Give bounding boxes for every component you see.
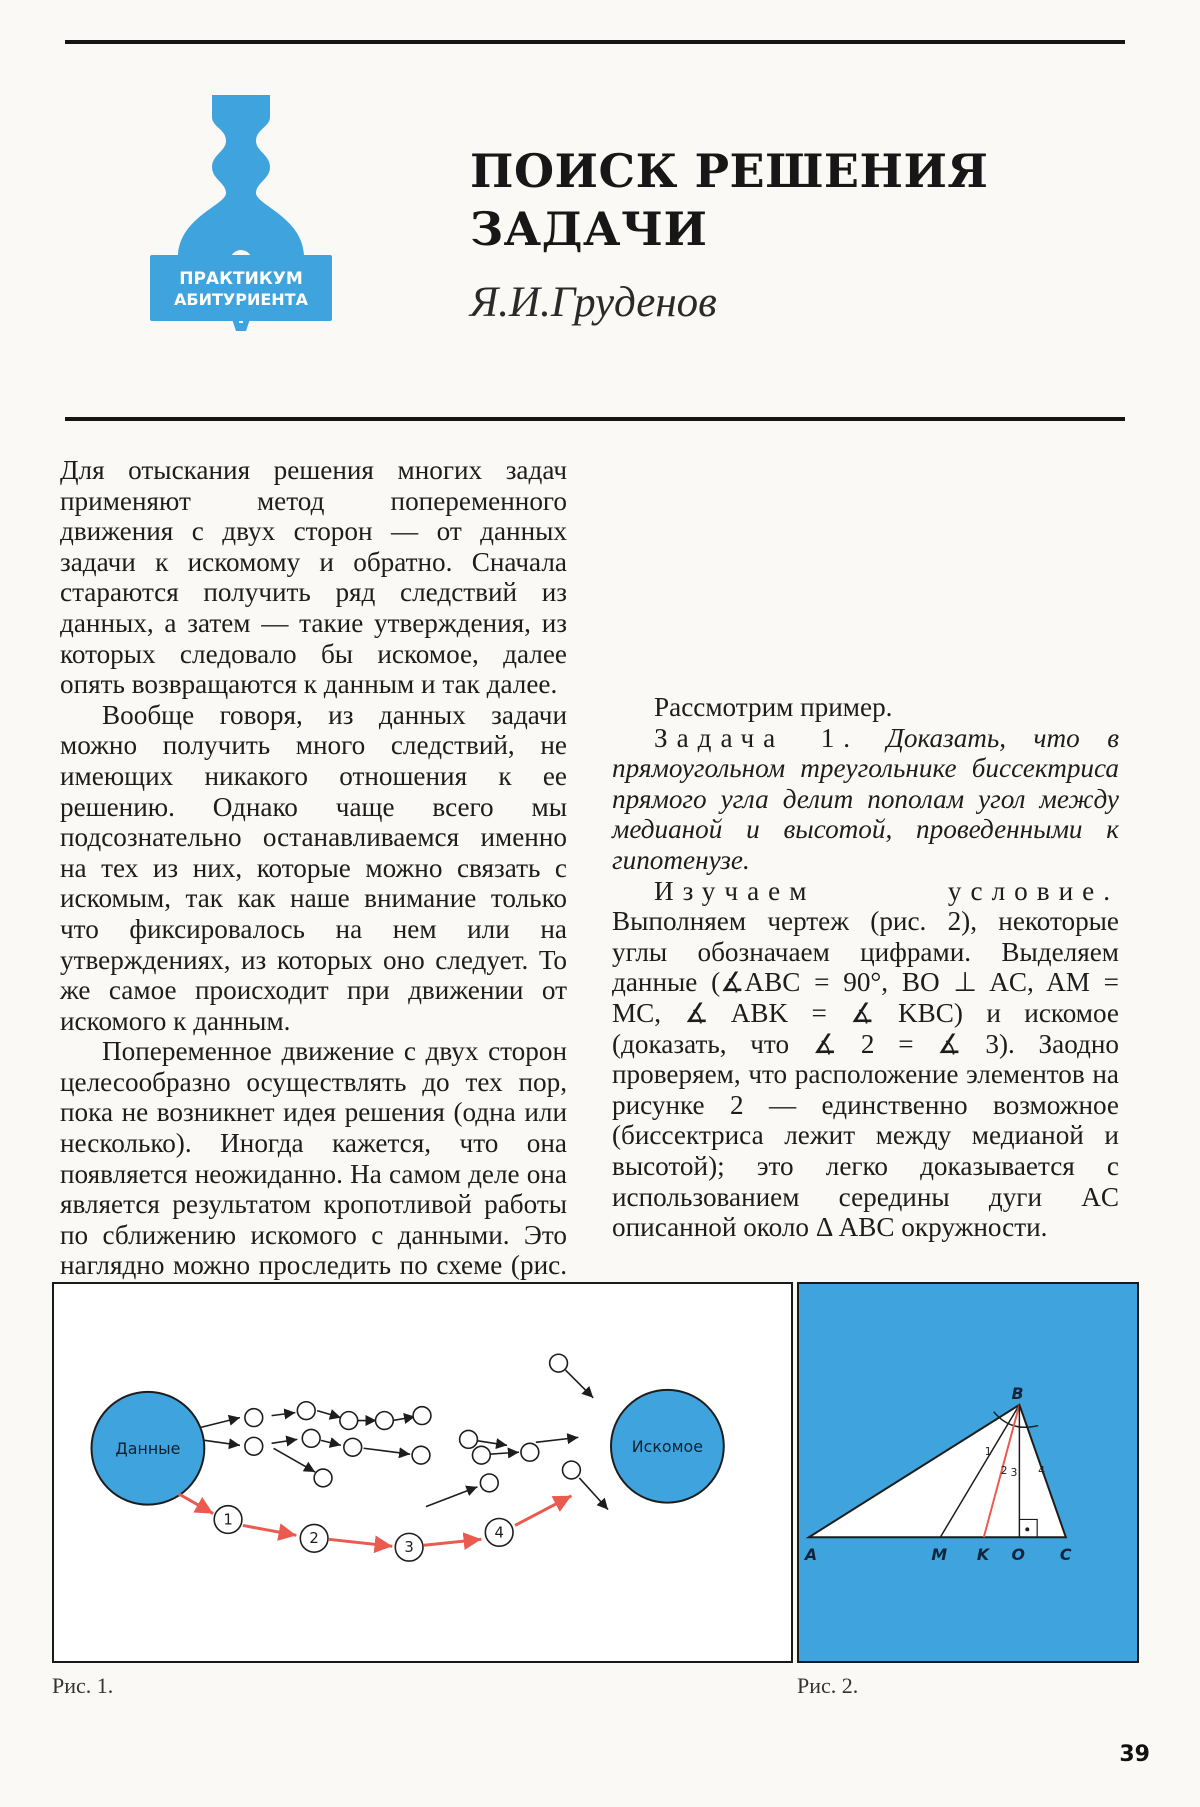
angle-label-1: 1 <box>984 1445 992 1459</box>
header-bottom-rule <box>65 417 1125 421</box>
figure-2-triangle <box>797 1282 1139 1663</box>
logo-line1: ПРАКТИКУМ <box>179 269 303 289</box>
problem-statement: Доказать, что в прямоугольном треугольнике биссектриса прямого угла делит пополам угол между медианой и высотой, проведенными к гипотенузе. <box>612 722 1120 875</box>
vertex-k: K <box>976 1544 990 1564</box>
goal-node-label: Искомое <box>631 1437 703 1457</box>
text-column-right <box>612 692 1119 1243</box>
practicum-logo <box>150 95 332 375</box>
problem-label: Задача 1. <box>654 722 860 753</box>
step-label-4: 4 <box>494 1524 504 1542</box>
step-label: Изучаем условие. <box>654 875 1119 906</box>
step-label-1: 1 <box>223 1511 233 1529</box>
figure-1-caption: Рис. 1. <box>52 1673 114 1698</box>
text-column-left <box>60 455 567 1342</box>
vertex-a: A <box>804 1544 818 1564</box>
step-text: Выполняем чертеж (рис. 2), некоторые углы обозначаем цифрами. Выделяем данные (∡ABC = 90°, BO ⊥ AC, AM = MC, ∡ ABK = ∡ KBC) и искомое (доказать, что ∡ 2 = ∡ 3). Заодно проверяем, что расположение элементов на рисунке 2 — единственно возможное (биссектриса лежит между медианой и высотой); это легко доказывается с использованием середины дуги AC описанной около Δ ABC окружности. <box>612 906 1119 1243</box>
author-signature: Я.И.Груденов <box>470 279 717 326</box>
logo-line2: АБИТУРИЕНТА <box>174 290 308 309</box>
article-title: ПОИСК РЕШЕНИЯ ЗАДАЧИ <box>470 144 989 256</box>
vertex-b: B <box>1011 1383 1024 1403</box>
start-node-label: Данные <box>115 1439 181 1459</box>
angle-label-2: 2 <box>1000 1463 1008 1477</box>
paragraph-4: Рассмотрим пример. <box>654 692 893 722</box>
angle-label-4: 4 <box>1038 1463 1046 1477</box>
vertex-m: M <box>931 1544 948 1564</box>
paragraph-3: Попеременное движение с двух сторон целесообразно осуществлять до тех пор, пока не возникнет идея решения (одна или несколько). Иногда кажется, что она появляется неожиданно. На самом деле она является результатом кропотливой работы по сближению искомого с данными. Это наглядно можно проследить по схеме (рис. 1), на которой путь решения проходит через утверждения 1, 2, 3 и 4. <box>60 1036 567 1342</box>
paragraph-6 <box>612 876 1119 1243</box>
step-label-2: 2 <box>309 1530 319 1548</box>
angle-label-3: 3 <box>1010 1465 1018 1479</box>
paragraph-5 <box>612 723 1119 876</box>
step-label-3: 3 <box>404 1539 414 1557</box>
paragraph-2: Вообще говоря, из данных задачи можно получить много следствий, не имеющих никакого отношения к ее решению. Однако чаще всего мы подсознательно останавливаемся именно на тех из них, которые можно связать с искомым, так как наше внимание только что фиксировалось на нем или на утверждениях, из которых оно следует. То же самое происходит при движении от искомого к данным. <box>60 699 567 1036</box>
triangle-abc <box>809 1405 1066 1537</box>
figure-2-caption: Рис. 2. <box>797 1673 859 1698</box>
page-number: 39 <box>1119 1742 1150 1767</box>
figure-1-diagram <box>52 1282 793 1663</box>
top-rule <box>65 40 1125 44</box>
paragraph-1: Для отыскания решения многих задач применяют метод попеременного движения с двух сторон — от данных задачи к искомому и обратно. Сначала стараются получить ряд следствий из данных, а затем — такие утверждения, из которых следовало бы искомое, далее опять возвращаются к данным и так далее. <box>60 455 567 700</box>
vertex-o: O <box>1011 1544 1025 1564</box>
vertex-c: C <box>1059 1544 1072 1564</box>
